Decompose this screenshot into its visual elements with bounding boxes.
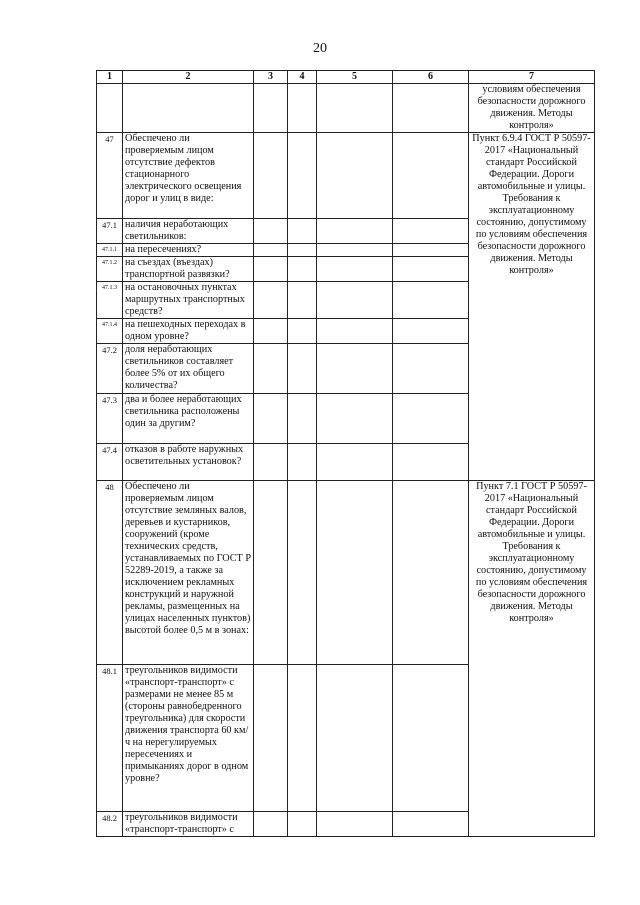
- row-number: 47: [97, 133, 123, 219]
- column-header-7: 7: [469, 71, 595, 84]
- row-text: Обеспечено ли проверяемым лицом отсутствие дефектов стационарного электрического освещения дорог и улиц в виде:: [123, 133, 254, 219]
- row-number: 47.4: [97, 444, 123, 481]
- row-text: треугольников видимости «транспорт-транспорт» с размерами не менее 85 м (стороны равнобедренного треугольника) для скорости движения транспорта 60 км/ч на нерегулируемых пересечениях и примыканиях дорог в одном уровне?: [123, 665, 254, 812]
- norm-cell-47: Пункт 6.9.4 ГОСТ Р 50597-2017 «Национальный стандарт Российской Федерации. Дороги автомобильные и улицы. Требования к эксплуатационному состоянию, допустимому по условиям обеспечения безопасности дорожного движения. Методы контроля»: [469, 133, 595, 481]
- row-text: на съездах (въездах) транспортной развязки?: [123, 257, 254, 282]
- row-number: 47.1.1: [97, 244, 123, 257]
- row-text: наличия неработающих светильников:: [123, 219, 254, 244]
- column-header-2: 2: [123, 71, 254, 84]
- table-row: [97, 133, 595, 219]
- row-text: треугольников видимости «транспорт-транспорт» с: [123, 812, 254, 837]
- row-number: 47.2: [97, 344, 123, 394]
- column-header-5: 5: [317, 71, 393, 84]
- norm-cell-48: Пункт 7.1 ГОСТ Р 50597-2017 «Национальный стандарт Российской Федерации. Дороги автомобильные и улицы. Требования к эксплуатационному состоянию, допустимому по условиям обеспечения безопасности дорожного движения. Методы контроля»: [469, 481, 595, 837]
- row-number: 47.1: [97, 219, 123, 244]
- row-text: Обеспечено ли проверяемым лицом отсутствие земляных валов, деревьев и кустарников, сооружений (кроме технических средств, устанавливаемых по ГОСТ Р 52289-2019, а также за исключением рекламных конструкций и наружной рекламы, размещенных на улицах населенных пунктов) высотой более 0,5 м в зонах:: [123, 481, 254, 665]
- column-header-1: 1: [97, 71, 123, 84]
- table-row: [97, 481, 595, 665]
- checklist-table: [96, 70, 595, 837]
- row-text: два и более неработающих светильника расположены один за другим?: [123, 394, 254, 444]
- column-header-4: 4: [288, 71, 317, 84]
- column-header-6: 6: [393, 71, 469, 84]
- row-text: на пересечениях?: [123, 244, 254, 257]
- row-number: 47.1.3: [97, 282, 123, 319]
- row-number: 48.2: [97, 812, 123, 837]
- row-text: на остановочных пунктах маршрутных транспортных средств?: [123, 282, 254, 319]
- page-number: 20: [313, 41, 327, 56]
- norm-cell-continued: условиям обеспечения безопасности дорожного движения. Методы контроля»: [469, 84, 595, 133]
- table-row-continued: [97, 84, 595, 133]
- header-row: [97, 71, 595, 84]
- row-number: 48.1: [97, 665, 123, 812]
- row-number: 47.1.2: [97, 257, 123, 282]
- row-number: 47.3: [97, 394, 123, 444]
- column-header-3: 3: [254, 71, 288, 84]
- row-text: на пешеходных переходах в одном уровне?: [123, 319, 254, 344]
- row-text: отказов в работе наружных осветительных установок?: [123, 444, 254, 481]
- row-number: 47.1.4: [97, 319, 123, 344]
- row-number: 48: [97, 481, 123, 665]
- row-text: доля неработающих светильников составляет более 5% от их общего количества?: [123, 344, 254, 394]
